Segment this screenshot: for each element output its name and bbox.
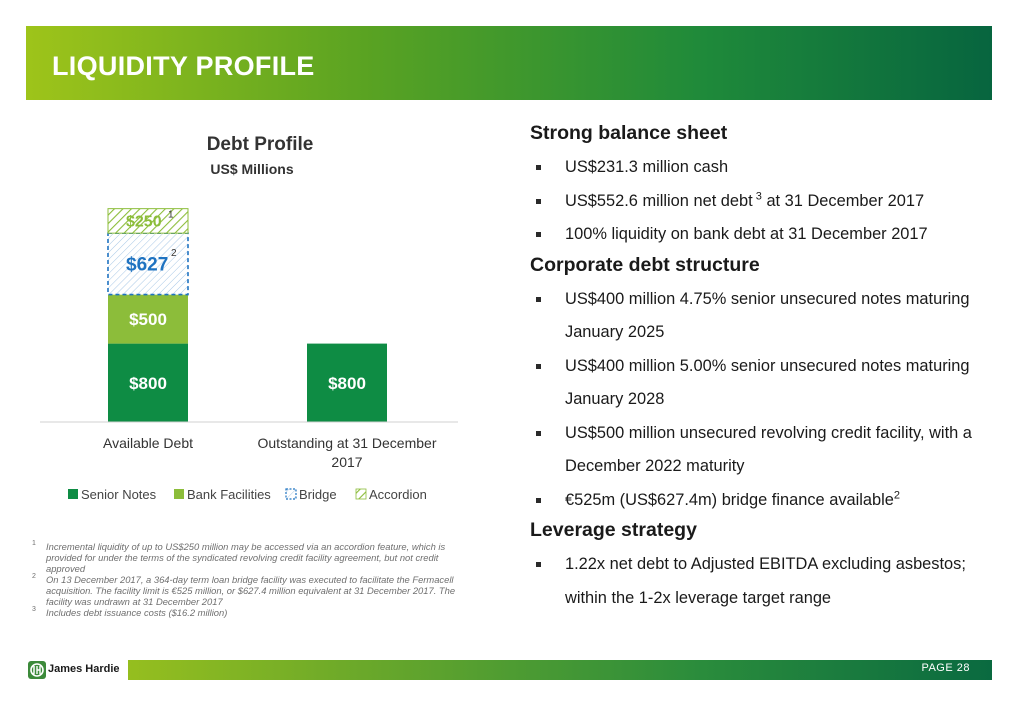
footnote-number: 2 [32,573,36,580]
logo-text: James Hardie [48,663,120,675]
chart-subtitle: US$ Millions [210,161,294,177]
legend-swatch-senior-notes [68,489,78,499]
category-label-1: Available Debt [102,435,194,451]
footnote-ref: 3 [752,190,762,203]
section-title: Corporate debt structure [530,253,760,276]
legend-swatch-bridge [286,489,296,499]
bullet-item: US$231.3 million cash [530,151,990,185]
footnote-3 [32,607,457,618]
jh-logo-icon [28,661,46,679]
footnote-marker-accordion: 1 [168,209,174,221]
footnote-text: Includes debt issuance costs ($16.2 million) [46,607,228,618]
key-points [530,118,990,615]
data-label-bridge-1: $627 [126,254,169,276]
chart-title: Debt Profile [206,134,314,155]
bullet-item: €525m (US$627.4m) bridge finance available$^2$ [530,484,990,518]
section-title: Leverage strategy [530,519,697,541]
bullet-item: US$400 million 4.75% senior unsecured notes maturing January 2025 [530,283,990,350]
bullet-item: US$552.6 million net debt $^3$ at 31 December 2017 [530,185,990,219]
category-label-2: Outstanding at 31 December [257,435,437,451]
footer-bar [26,660,992,680]
james-hardie-logo [26,659,128,681]
data-label-senior-notes-1: $800 [129,373,167,393]
footnote-text: Incremental liquidity of up to US$250 million may be accessed via an accordion feature, which is provided for under the terms of the syndicated revolving credit facility agreement, but not credit approved [46,541,446,574]
footnote-1 [32,541,457,574]
legend-swatch-accordion [356,489,366,499]
debt-profile-chart [0,0,470,520]
legend-swatch-bank-facilities [174,489,184,499]
footnote-number: 1 [32,540,36,547]
legend-label-bridge: Bridge [299,487,337,502]
footnote-2 [32,574,457,607]
bullet-item: 1.22x net debt to Adjusted EBITDA excluding asbestos; within the 1-2x leverage target range [530,548,990,615]
legend-label-bank-facilities: Bank Facilities [187,487,271,502]
bullet-item: US$500 million unsecured revolving credit facility, with a December 2022 maturity [530,417,990,484]
legend-label-accordion: Accordion [369,487,427,502]
data-label-senior-notes-2: $800 [328,373,366,393]
page-number: PAGE 28 [921,662,970,674]
data-label-accordion-1: $250 [126,213,162,231]
footnote-ref: 2 [893,489,901,502]
bullet-item: US$400 million 5.00% senior unsecured notes maturing January 2028 [530,350,990,417]
footnote-text: On 13 December 2017, a 364-day term loan bridge facility was executed to facilitate the Fermacell acquisition. The facility limit is €525 million, or $627.4 million equivalent at 31 December 2017. The facility was undrawn at 31 December 2017 [46,574,456,607]
footnote-marker-bridge: 2 [171,248,177,260]
footnote-number: 3 [32,606,36,613]
legend-label-senior-notes: Senior Notes [81,487,157,502]
category-label-2-line2: 2017 [331,454,363,470]
section-title: Strong balance sheet [530,122,728,144]
bullet-item: 100% liquidity on bank debt at 31 December 2017 [530,218,990,252]
footnotes [32,541,457,618]
page-title: LIQUIDITY PROFILE [52,51,315,81]
data-label-bank-facilities-1: $500 [129,310,167,330]
